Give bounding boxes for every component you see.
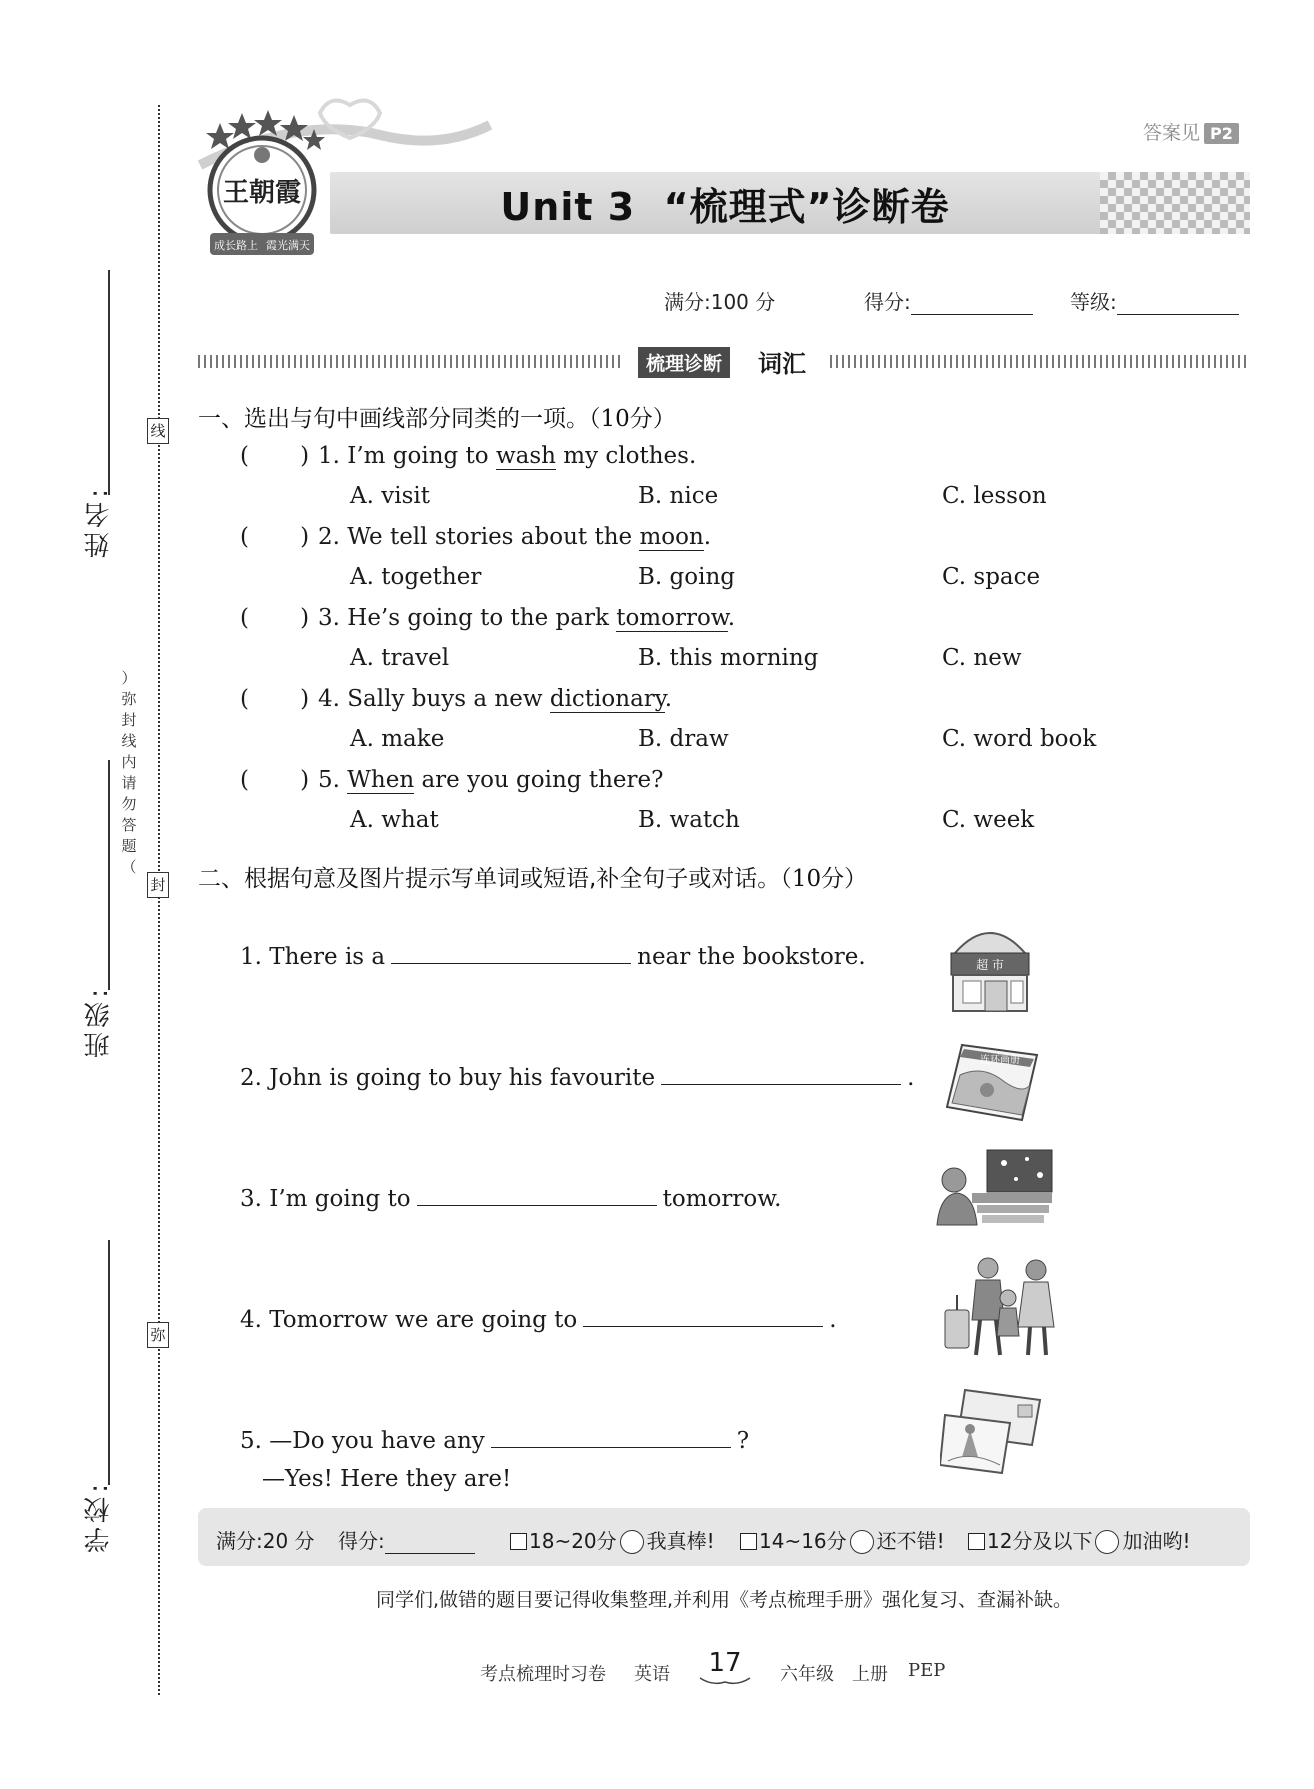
answer-blank[interactable] — [491, 1426, 731, 1448]
part2-heading: 二、根据句意及图片提示写单词或短语,补全句子或对话。（10分） — [198, 866, 868, 892]
binding-margin — [0, 0, 170, 1789]
answer-blank[interactable] — [391, 942, 631, 964]
svg-text:成长路上: 成长路上 — [214, 239, 258, 252]
checker-pattern — [1100, 172, 1250, 234]
option-b: B. going — [638, 564, 735, 590]
checkbox[interactable] — [740, 1533, 757, 1550]
space-museum-picture — [932, 1145, 1057, 1230]
logo-text: 王朝霞 — [222, 178, 302, 208]
page-number: 17 — [708, 1648, 742, 1678]
postcards-picture — [940, 1385, 1045, 1475]
section-title: 词汇 — [758, 350, 806, 378]
footer-edition: PEP — [908, 1660, 946, 1681]
family-travel-picture — [940, 1250, 1060, 1360]
dialogue-reply: —Yes! Here they are! — [262, 1466, 512, 1492]
tally-option-3[interactable]: 12分及以下 加油哟! — [968, 1525, 1190, 1554]
tally-score-field[interactable]: 得分: — [338, 1525, 475, 1554]
fill-question-5: 5. —Do you have any ? — [240, 1428, 750, 1454]
checkbox[interactable] — [510, 1533, 527, 1550]
name-field[interactable] — [108, 270, 110, 495]
grade-field[interactable]: 等级: — [1070, 286, 1239, 315]
score-field[interactable]: 得分: — [864, 286, 1033, 315]
mc-question-5: ( ) 5. When are you going there? — [240, 767, 664, 793]
option-c: C. week — [942, 807, 1035, 833]
svg-text:霞光满天: 霞光满天 — [266, 239, 310, 252]
mc-question-4: ( ) 4. Sally buys a new dictionary. — [240, 686, 673, 712]
section-banner — [198, 346, 1250, 376]
full-score: 满分:100 分 — [664, 290, 776, 314]
option-a: A. travel — [350, 645, 450, 671]
page-title: Unit 3 “梳理式”诊断卷 — [500, 185, 950, 229]
seal-mark-seal: 封 — [147, 872, 169, 898]
option-c: C. new — [942, 645, 1022, 671]
tally-option-1[interactable]: 18~20分 我真棒! — [510, 1525, 715, 1554]
answer-bracket[interactable]: ( ) — [240, 605, 310, 631]
checkbox[interactable] — [968, 1533, 985, 1550]
svg-text:连环画册: 连环画册 — [980, 1055, 1020, 1066]
option-a: A. make — [350, 726, 445, 752]
book-icon — [698, 1676, 752, 1688]
answer-blank[interactable] — [417, 1184, 657, 1206]
footer-grade: 六年级 — [780, 1664, 834, 1685]
mc-question-2: ( ) 2. We tell stories about the moon. — [240, 524, 712, 550]
svg-text:超 市: 超 市 — [976, 958, 1004, 972]
seal-mark-line: 线 — [147, 418, 169, 444]
cheer-face-icon — [1095, 1530, 1119, 1554]
smile-face-icon — [850, 1530, 874, 1554]
mc-question-1: ( ) 1. I’m going to wash my clothes. — [240, 443, 697, 469]
fill-question-2: 2. John is going to buy his favourite . — [240, 1065, 915, 1091]
answer-page-badge: P2 — [1204, 123, 1239, 144]
class-field[interactable] — [108, 760, 110, 990]
footer-subject: 英语 — [634, 1664, 670, 1685]
option-b: B. watch — [638, 807, 740, 833]
option-b: B. this morning — [638, 645, 819, 671]
option-b: B. draw — [638, 726, 729, 752]
answer-blank[interactable] — [661, 1063, 901, 1085]
school-field[interactable] — [108, 1240, 110, 1485]
option-b: B. nice — [638, 483, 719, 509]
answer-bracket[interactable]: ( ) — [240, 524, 310, 550]
part1-heading: 一、选出与句中画线部分同类的一项。（10分） — [198, 406, 676, 432]
fill-question-3: 3. I’m going to tomorrow. — [240, 1186, 782, 1212]
footer-series: 考点梳理时习卷 — [480, 1664, 606, 1685]
supermarket-picture — [945, 918, 1035, 1013]
answer-blank[interactable] — [583, 1305, 823, 1327]
tally-option-2[interactable]: 14~16分 还不错! — [740, 1525, 945, 1554]
comic-book-picture — [942, 1035, 1042, 1125]
answer-bracket[interactable]: ( ) — [240, 686, 310, 712]
option-a: A. together — [350, 564, 482, 590]
review-tip: 同学们,做错的题目要记得收集整理,并利用《考点梳理手册》强化复习、查漏补缺。 — [375, 1589, 1073, 1611]
name-label: 姓名: — [84, 485, 114, 558]
answer-bracket[interactable]: ( ) — [240, 443, 310, 469]
seal-note: ） 弥 封 线 内 请 勿 答 题 （ — [121, 669, 137, 876]
option-c: C. space — [942, 564, 1041, 590]
tally-full-score: 满分:20 分 — [216, 1529, 315, 1553]
footer-volume: 上册 — [852, 1664, 888, 1685]
answer-bracket[interactable]: ( ) — [240, 767, 310, 793]
option-c: C. lesson — [942, 483, 1047, 509]
self-assessment-bar — [198, 1508, 1250, 1566]
wangzhaoxia-logo — [190, 105, 330, 260]
option-c: C. word book — [942, 726, 1097, 752]
section-tag: 梳理诊断 — [638, 347, 730, 378]
class-label: 班级: — [84, 985, 114, 1058]
fill-question-4: 4. Tomorrow we are going to . — [240, 1307, 837, 1333]
school-label: 学校: — [84, 1480, 114, 1553]
answer-reference: 答案见 P2 — [1143, 118, 1239, 145]
option-a: A. visit — [350, 483, 430, 509]
smile-face-icon — [620, 1530, 644, 1554]
seal-mark-close: 弥 — [147, 1322, 169, 1348]
mc-question-3: ( ) 3. He’s going to the park tomorrow. — [240, 605, 736, 631]
option-a: A. what — [350, 807, 439, 833]
fill-question-1: 1. There is a near the bookstore. — [240, 944, 866, 970]
cut-line — [158, 105, 160, 1695]
